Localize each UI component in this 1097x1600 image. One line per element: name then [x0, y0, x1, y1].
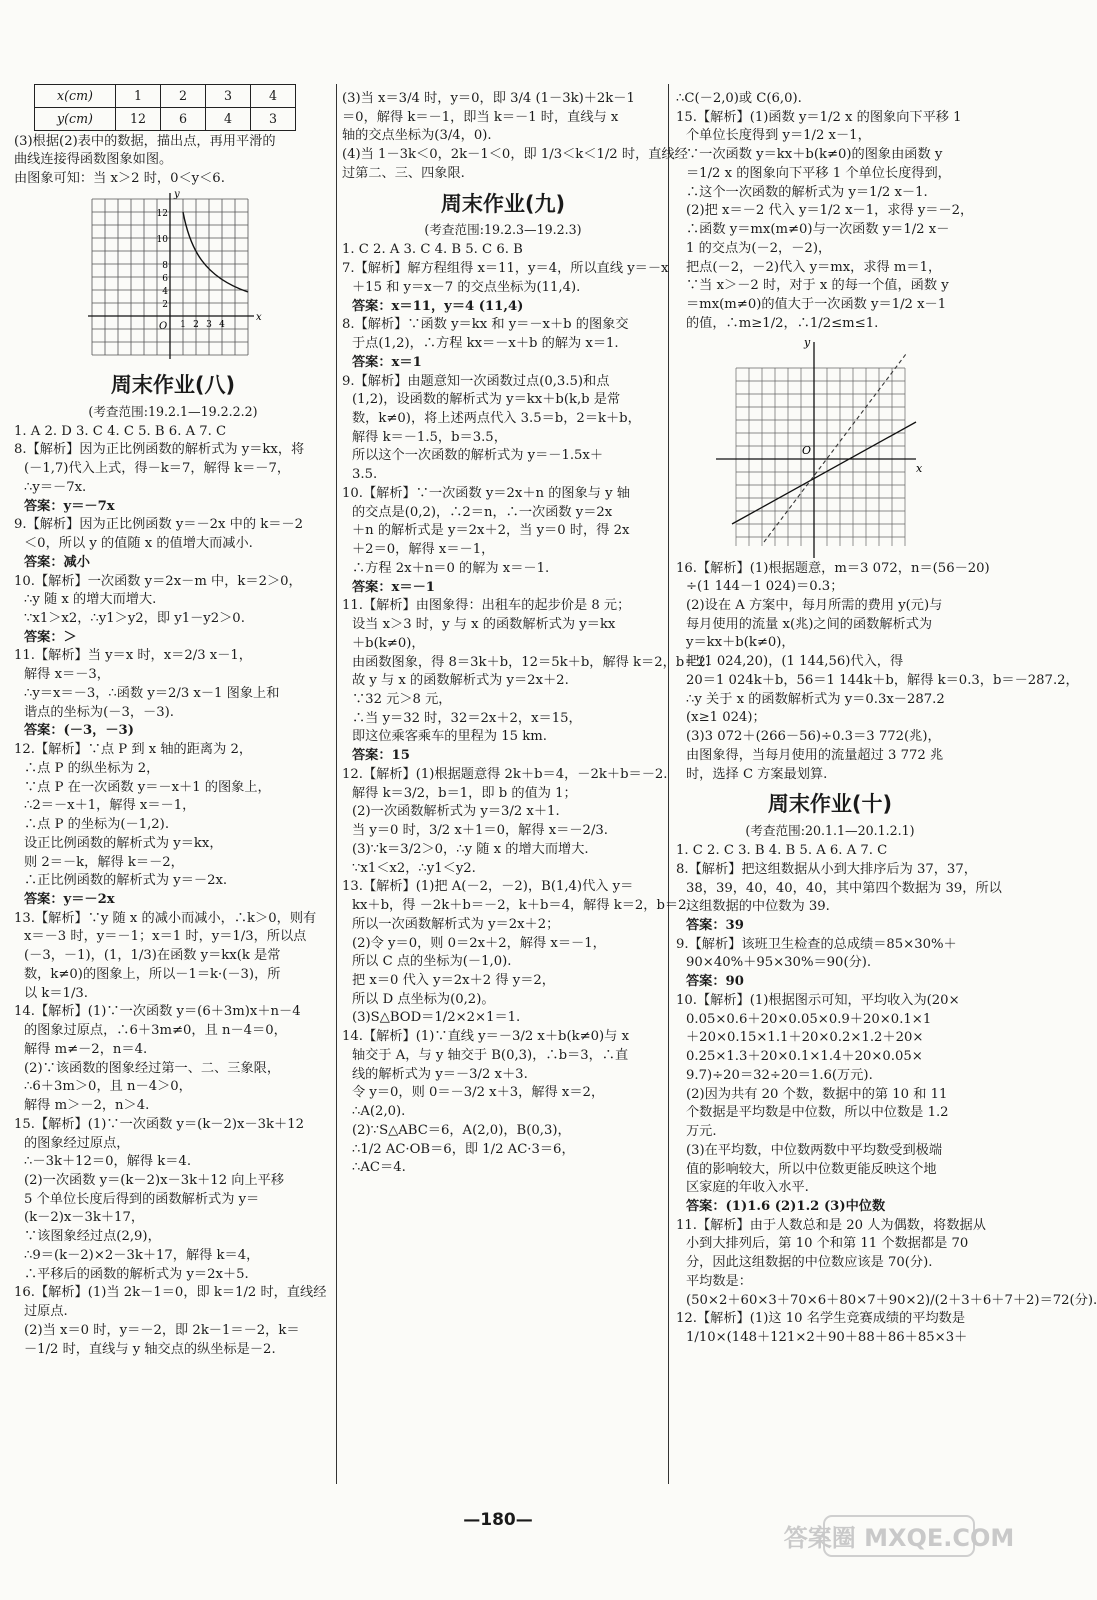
text-line: (－3，－1)，(1，1/3)在函数 y＝kx(k 是常: [24, 948, 281, 964]
text-line: ＋n 的解析式是 y＝2x＋2，当 y＝0 时，得 2x: [352, 523, 630, 539]
watermark-logo: [783, 1510, 1015, 1590]
text-line: ＝0，解得 k＝－1，即当 k＝－1 时，直线与 x: [342, 109, 619, 125]
text-line: 答案：y＝－7x: [24, 498, 115, 514]
text-line: ÷(1 144－1 024)＝0.3；: [686, 579, 844, 595]
column-divider: [336, 84, 337, 1484]
text-line: ∴AC＝4.: [352, 1160, 406, 1176]
tick-label: 12: [156, 208, 168, 219]
table-cell: 1: [116, 85, 161, 108]
text-line: (2)设在 A 方案中，每月所需的费用 y(元)与: [686, 598, 943, 614]
text-line: 答案：减小: [24, 554, 90, 570]
table-cell: 6: [161, 107, 206, 130]
text-line: ∴点 P 的坐标为(－1,2).: [24, 817, 170, 833]
text-line: (k－2)x－3k＋17，: [24, 1210, 145, 1226]
text-line: 令 y＝0，则 0＝－3/2 x＋3，解得 x＝2，: [352, 1085, 605, 1101]
text-line: 区家庭的年收入水平.: [686, 1180, 809, 1196]
text-line: (－1,7)代入上式，得－k＝7，解得 k＝－7，: [24, 461, 291, 477]
text-line: 0.25×1.3＋20×0.1×1.4＋20×0.05×: [686, 1049, 923, 1065]
text-line: 设正比例函数的解析式为 y＝kx，: [24, 835, 223, 851]
text-line: 由图象可知：当 x＞2 时，0＜y＜6.: [14, 171, 225, 187]
text-line: 所以一次函数解析式为 y＝2x＋2；: [352, 916, 560, 932]
y-axis-label: y: [804, 335, 811, 349]
text-line: 13.【解析】∵y 随 x 的减小而减小，∴k＞0，则有: [14, 910, 317, 926]
text-line: 14.【解析】(1)∵直线 y＝－3/2 x＋b(k≠0)与 x: [342, 1029, 630, 1045]
text-line: 曲线连接得函数图象如图。: [14, 152, 173, 168]
text-line: ＋b(k≠0)，: [352, 635, 425, 651]
text-line: ∴方程 2x＋n＝0 的解为 x＝－1.: [352, 560, 550, 576]
text-line: 由函数图象，得 8＝3k＋b，12＝5k＋b，解得 k＝2，b＝2.: [352, 654, 710, 670]
text-line: (3)∵k＝3/2＞0，∴y 随 x 的增大而增大.: [352, 841, 589, 857]
text-line: 当 y＝0 时，3/2 x＋1＝0，解得 x＝－2/3.: [352, 823, 608, 839]
text-line: y＝kx＋b(k≠0)，: [686, 635, 795, 651]
text-line: 把 x＝0 代入 y＝2x＋2 得 y＝2，: [352, 973, 555, 988]
text-line: ∴y＝－7x.: [24, 479, 87, 495]
text-line: 90×40%＋95×30%＝90(分).: [686, 955, 872, 971]
text-line: (2)∵S△ABC＝6，A(2,0)，B(0,3)，: [352, 1122, 571, 1138]
linear-function-graph: [676, 334, 984, 560]
text-line: (3)3 072＋(266－56)÷0.3＝3 772(兆)，: [686, 729, 941, 745]
section-range: (考查范围:20.1.1—20.1.2.1): [745, 823, 915, 839]
text-line: 14.【解析】(1)∵一次函数 y＝(6＋3m)x＋n－4: [14, 1004, 301, 1020]
table-cell: 2: [161, 85, 206, 108]
text-line: 个数据是平均数是中位数，所以中位数是 1.2: [686, 1105, 949, 1121]
y-axis-label: y: [174, 188, 180, 200]
text-line: ∵32 元＞8 元，: [352, 691, 452, 707]
text-line: ∴点 P 的纵坐标为 2，: [24, 760, 160, 776]
text-line: ∴平移后的函数的解析式为 y＝2x＋5.: [24, 1266, 249, 1282]
table-head-x: x(cm): [35, 85, 116, 108]
text-line: 1. C 2. C 3. B 4. B 5. A 6. A 7. C: [676, 843, 888, 859]
text-line: 1/10×(148＋121×2＋90＋88＋86＋85×3＋: [686, 1330, 968, 1346]
text-line: 9.【解析】该班卫生检查的总成绩＝85×30%＋: [676, 936, 957, 952]
text-line: 20＝1 024k＋b，56＝1 144k＋b，解得 k＝0.3，b＝－287.2，: [686, 672, 1079, 688]
text-line: 时，选择 C 方案最划算.: [686, 766, 828, 782]
text-line: 答案：x＝－1: [352, 579, 435, 595]
text-line: ∴9＝(k－2)×2－3k＋17，解得 k＝4，: [24, 1247, 260, 1263]
text-line: ∴2＝－x＋1，解得 x＝－1，: [24, 798, 196, 814]
text-line: 分，因此这组数据的中位数应该是 70(分).: [686, 1255, 933, 1271]
text-line: 值的影响较大，所以中位数更能反映这个地: [686, 1161, 937, 1177]
text-line: ∴－3k＋12＝0，解得 k＝4.: [24, 1154, 192, 1170]
text-line: 的图象经过原点，: [24, 1135, 130, 1151]
text-line: 则 2＝－k，解得 k＝－2，: [24, 854, 184, 870]
text-line: 答案：x＝1: [352, 354, 422, 370]
text-line: 所以这个一次函数的解析式为 y＝－1.5x＋: [352, 448, 604, 464]
text-line: ∵x1＜x2，∴y1＜y2.: [352, 860, 476, 876]
text-line: 答案：(1)1.6 (2)1.2 (3)中位数: [686, 1199, 886, 1214]
section-range: (考查范围:19.2.1—19.2.2.2): [88, 403, 258, 419]
text-line: ＝mx(m≠0)的值大于一次函数 y＝1/2 x－1: [686, 297, 947, 313]
text-line: 数，k≠0)的图象上，所以－1＝k·(－3)，所: [24, 966, 281, 982]
text-line: ∴y＝x＝－3，∴函数 y＝2/3 x－1 图象上和: [24, 685, 280, 701]
text-line: 8.【解析】因为正比例函数的解析式为 y＝kx，将: [14, 442, 305, 458]
text-line: ∵x1＞x2，∴y1＞y2，即 y1－y2＞0.: [24, 610, 245, 626]
text-line: ∴A(2,0).: [352, 1104, 406, 1120]
text-line: 12.【解析】(1)根据题意得 2k＋b＝4，－2k＋b＝－2.: [342, 766, 668, 782]
text-line: 15.【解析】(1)函数 y＝1/2 x 的图象向下平移 1: [676, 109, 962, 125]
x-axis-label: x: [256, 311, 262, 323]
origin-label: O: [159, 320, 168, 332]
text-line: 5 个单位长度后得到的函数解析式为 y＝: [24, 1191, 260, 1207]
text-line: 以 k＝1/3.: [24, 985, 88, 1001]
text-line: ∴C(－2,0)或 C(6,0).: [676, 91, 802, 106]
text-line: ＋2＝0，解得 x＝－1，: [352, 542, 495, 558]
x-axis-label: x: [916, 461, 923, 475]
text-line: ∵点 P 在一次函数 y＝－x＋1 的图象上，: [24, 779, 271, 795]
column-divider: [668, 84, 669, 1484]
text-line: 个单位长度得到 y＝1/2 x－1，: [686, 128, 871, 144]
text-line: (2)一次函数解析式为 y＝3/2 x＋1.: [352, 804, 560, 820]
text-line: 解得 m＞－2，n＞4.: [24, 1098, 150, 1114]
origin-label: O: [802, 443, 812, 457]
text-line: 万元.: [686, 1124, 717, 1140]
text-line: ∴y 随 x 的增大而增大.: [24, 592, 157, 608]
text-line: 1. C 2. A 3. C 4. B 5. C 6. B: [342, 242, 523, 258]
text-line: 1. A 2. D 3. C 4. C 5. B 6. A 7. C: [14, 423, 227, 439]
text-line: 15.【解析】(1)∵一次函数 y＝(k－2)x－3k＋12: [14, 1116, 305, 1132]
text-line: 9.7)÷20＝32÷20＝1.6(万元).: [686, 1067, 873, 1083]
col3-top: [676, 90, 984, 334]
text-line: 过原点.: [24, 1304, 68, 1320]
text-line: (50×2＋60×3＋70×6＋80×7＋90×2)/(2＋3＋6＋7＋2)＝72(分).: [686, 1292, 1097, 1308]
text-line: 小到大排列后，第 10 个和第 11 个数据都是 70: [686, 1236, 969, 1252]
text-line: (3)在平均数，中位数两数中平均数受到极端: [686, 1142, 943, 1158]
text-line: ∴当 y＝32 时，32＝2x＋2，x＝15，: [352, 710, 582, 726]
text-line: 13.【解析】(1)把 A(－2，－2)，B(1,4)代入 y＝: [342, 879, 634, 895]
watermark-text: 答案圈 MXQE.COM: [783, 1524, 1015, 1552]
section-range: (考查范围:19.2.3—19.2.3): [424, 222, 582, 238]
text-line: 平均数是：: [686, 1273, 752, 1289]
text-line: 把点(－2，－2)代入 y＝mx，求得 m＝1，: [686, 259, 942, 275]
text-line: 的值，∴m≥1/2，∴1/2≤m≤1.: [686, 315, 879, 331]
text-line: kx＋b，得 －2k＋b＝－2，k＋b＝4，解得 k＝2，b＝2.: [352, 898, 691, 914]
text-line: 即这位乘客乘车的里程为 15 km.: [352, 729, 547, 745]
text-line: 答案：39: [686, 917, 744, 933]
text-line: ＜0，所以 y 的值随 x 的值增大而减小.: [24, 536, 253, 552]
text-line: (3)当 x＝3/4 时，y＝0，即 3/4 (1－3k)＋2k－1: [342, 91, 635, 106]
text-line: 解得 k＝－1.5，b＝3.5，: [352, 429, 507, 445]
table-cell: 12: [116, 107, 161, 130]
text-line: 10.【解析】(1)根据图示可知，平均收入为(20×: [676, 992, 960, 1008]
tick-label: 8: [162, 260, 168, 271]
text-line: 16.【解析】(1)当 2k－1＝0，即 k＝1/2 时，直线经: [14, 1285, 327, 1301]
table-cell: 3: [251, 107, 296, 130]
text-line: (1,2)，设函数的解析式为 y＝kx＋b(k,b 是常: [352, 392, 621, 408]
text-line: 过第二、三、四象限.: [342, 165, 465, 181]
text-line: 轴的交点坐标为(3/4，0).: [342, 128, 492, 144]
text-line: (2)∵该函数的图象经过第一、二、三象限，: [24, 1060, 281, 1076]
text-line: ∴正比例函数的解析式为 y＝－2x.: [24, 873, 228, 889]
text-line: 10.【解析】∵一次函数 y＝2x＋n 的图象与 y 轴: [342, 485, 630, 501]
table-cell: 4: [206, 107, 251, 130]
text-line: ∴y 关于 x 的函数解析式为 y＝0.3x－287.2: [686, 691, 945, 707]
text-line: ＝1/2 x 的图象向下平移 1 个单位长度得到，: [686, 165, 951, 181]
col3-body: [676, 842, 1097, 1348]
tick-label: 3: [206, 319, 212, 330]
text-line: ∴6＋3m＞0，且 n－4＞0，: [24, 1079, 192, 1095]
text-line: 由图象得，当每月使用的流量超过 3 772 兆: [686, 747, 944, 763]
text-line: ∴函数 y＝mx(m≠0)与一次函数 y＝1/2 x－: [686, 222, 950, 238]
text-line: (3)S△BOD＝1/2×2×1＝1.: [352, 1010, 521, 1026]
tick-label: 2: [193, 319, 199, 330]
text-line: 9.【解析】由题意知一次函数过点(0,3.5)和点: [342, 373, 610, 389]
text-line: ＋15 和 y＝x－7 的交点坐标为(11,4).: [352, 279, 581, 295]
text-line: 所以 C 点的坐标为(－1,0).: [352, 954, 512, 970]
text-line: 11.【解析】由于人数总和是 20 人为偶数，将数据从: [676, 1217, 986, 1233]
text-line: 3.5.: [352, 467, 378, 483]
text-line: (2)一次函数 y＝(k－2)x－3k＋12 向上平移: [24, 1173, 285, 1189]
text-line: 解得 k＝3/2，b＝1，即 b 的值为 1；: [352, 785, 577, 801]
table-cell: 3: [206, 85, 251, 108]
text-line: (2)令 y＝0，则 0＝2x＋2，解得 x＝－1，: [352, 935, 606, 951]
text-line: 解得 m≠－2，n＝4.: [24, 1041, 148, 1057]
tick-label: 4: [219, 319, 225, 330]
text-line: 0.05×0.6＋20×0.05×0.9＋20×0.1×1: [686, 1011, 932, 1027]
page-number: —180—: [463, 1510, 533, 1530]
text-line: 把(1 024,20)，(1 144,56)代入，得: [686, 654, 904, 670]
inverse-function-graph: [14, 189, 332, 365]
text-line: 于点(1,2)，∴方程 kx＝－x＋b 的解为 x＝1.: [352, 336, 619, 352]
text-line: 8.【解析】把这组数据从小到大排序后为 37，37，: [676, 861, 977, 877]
tick-label: 4: [162, 286, 168, 297]
text-line: 12.【解析】∵点 P 到 x 轴的距离为 2，: [14, 742, 253, 758]
text-line: 8.【解析】∵函数 y＝kx 和 y＝－x＋b 的图象交: [342, 317, 629, 333]
tick-label: 6: [162, 273, 168, 284]
text-line: ∵当 x＞－2 时，对于 x 的每一个值，函数 y: [686, 278, 949, 294]
text-line: 12.【解析】(1)这 10 名学生竞赛成绩的平均数是: [676, 1311, 966, 1327]
text-line: ∵该图象经过点(2,9)，: [24, 1229, 161, 1245]
section-title: 周末作业(十): [767, 792, 893, 817]
text-line: 1 的交点为(－2，－2)，: [686, 240, 832, 256]
text-line: 答案：(－3，－3): [24, 723, 134, 739]
text-line: (2)把 x＝－2 代入 y＝1/2 x－1，求得 y＝－2，: [686, 203, 974, 219]
text-line: 线的解析式为 y＝－3/2 x＋3.: [352, 1066, 528, 1082]
tick-label: 2: [162, 299, 168, 310]
section-title: 周末作业(九): [440, 191, 566, 216]
text-line: ∴这个一次函数的解析式为 y＝1/2 x－1.: [686, 184, 928, 200]
column-right: [676, 90, 1097, 1492]
text-line: 11.【解析】当 y＝x 时，x＝2/3 x－1，: [14, 648, 252, 664]
text-line: 38，39，40，40，40，其中第四个数据为 39，所以: [686, 880, 1002, 896]
text-line: ∵一次函数 y＝kx＋b(k≠0)的图象由函数 y: [686, 147, 943, 163]
text-line: －1/2 时，直线与 y 轴交点的纵坐标是－2.: [24, 1341, 276, 1357]
text-line: 这组数据的中位数为 39.: [686, 899, 830, 915]
text-line: 7.【解析】解方程组得 x＝11，y＝4，所以直线 y＝－x: [342, 261, 669, 277]
text-line: 每月使用的流量 x(兆)之间的函数解析式为: [686, 616, 933, 632]
section-title: 周末作业(八): [110, 372, 236, 397]
text-line: 轴交于 A，与 y 轴交于 B(0,3)，∴b＝3，∴直: [352, 1047, 629, 1063]
text-line: 9.【解析】因为正比例函数 y＝－2x 中的 k＝－2: [14, 517, 304, 533]
text-line: 的图象过原点，∴6＋3m≠0，且 n－4＝0，: [24, 1023, 287, 1039]
text-line: 答案：＞: [24, 629, 77, 645]
text-line: 10.【解析】一次函数 y＝2x－m 中，k＝2＞0，: [14, 573, 302, 589]
text-line: 解得 x＝－3，: [24, 667, 110, 683]
col3-mid: [676, 560, 1079, 785]
text-line: (2)当 x＝0 时，y＝－2，即 2k－1＝－2，k＝: [24, 1322, 300, 1338]
text-line: (x≥1 024)；: [686, 710, 766, 726]
xy-table: [34, 84, 296, 131]
text-line: ∴1/2 AC·OB＝6，即 1/2 AC·3＝6，: [352, 1141, 575, 1157]
tick-label: 10: [156, 234, 168, 245]
text-line: 数，k≠0)，将上述两点代入 3.5＝b，2＝k＋b，: [352, 410, 641, 426]
text-line: 故 y 与 x 的函数解析式为 y＝2x＋2.: [352, 673, 569, 689]
table-cell: 4: [251, 85, 296, 108]
text-line: 谐点的坐标为(－3，－3).: [24, 704, 174, 720]
text-line: (4)当 1－3k＜0，2k－1＜0，即 1/3＜k＜1/2 时，直线经: [342, 147, 688, 163]
text-line: 答案：x＝11，y＝4 (11,4): [352, 298, 524, 314]
text-line: 答案：90: [686, 974, 744, 990]
text-line: 的交点是(0,2)，∴2＝n，∴一次函数 y＝2x: [352, 504, 613, 520]
text-line: 11.【解析】由图象得：出租车的起步价是 8 元；: [342, 598, 631, 614]
table-head-y: y(cm): [35, 107, 116, 130]
text-line: (3)根据(2)表中的数据，描出点，再用平滑的: [14, 133, 276, 149]
col1-body: [14, 423, 332, 1360]
text-line: 16.【解析】(1)根据题意，m＝3 072，n＝(56－20): [676, 560, 990, 576]
tick-label: 1: [180, 319, 186, 330]
text-line: 答案：15: [352, 748, 410, 764]
text-line: 所以 D 点坐标为(0,2)。: [352, 991, 495, 1007]
text-line: 设当 x＞3 时，y 与 x 的函数解析式为 y＝kx: [352, 617, 616, 633]
column-left: [14, 84, 332, 1486]
text-line: (2)因为共有 20 个数，数据中的第 10 和 11: [686, 1086, 948, 1102]
text-line: x＝－3 时，y＝－1；x＝1 时，y＝1/3，所以点: [24, 929, 307, 945]
text-line: ＋20×0.15×1.1＋20×0.2×1.2＋20×: [686, 1030, 924, 1046]
text-line: 答案：y＝－2x: [24, 892, 115, 907]
